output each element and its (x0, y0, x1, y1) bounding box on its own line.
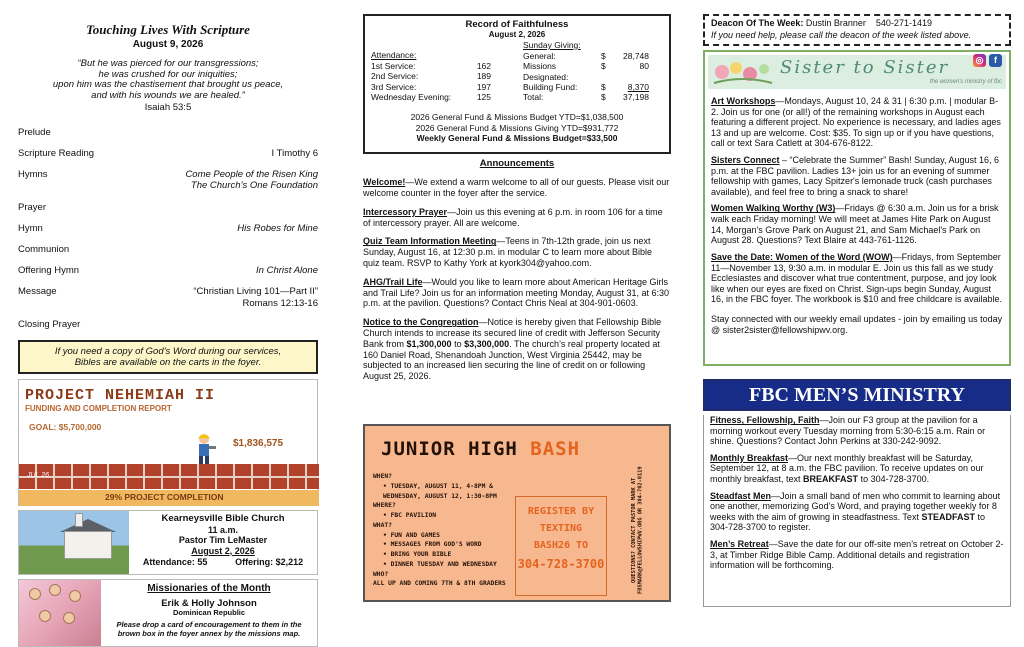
right-column (703, 14, 1011, 607)
missionaries-country: Dominican Republic (172, 608, 246, 618)
order-row (18, 265, 318, 276)
deacon-of-the-week: Deacon Of The Week: Dustin Branner 540-271-1419 If you need help, please call the deacon of the week listed above. (703, 14, 1011, 46)
order-detail: I Timothy 6 (271, 148, 318, 160)
order-of-service (18, 127, 318, 330)
order-label: Hymns (18, 169, 48, 181)
order-row (18, 169, 318, 191)
attendance-list: Attendance: 1st Service: 162 2nd Service: 189 3rd Service: 197 Wednesday Evening: 125 (371, 50, 491, 103)
announcement-notice: Notice to the Congregation—Notice is hereby given that Fellowship Bible Church intends to increase its secured line of credit with Jefferson Security Bank from $1,300,000 to $3,300,000. The church’s real property located at 160 Daniel Road, Shenandoah Junction, West Virginia 25442, may be subjected to an increased lien securing the line of credit on or following August 25, 2026. (363, 317, 662, 382)
men-breakfast: Monthly Breakfast—Our next monthly breakfast will be Saturday, September 12, at 8 a.m. the FBC pavilion. To receive updates on our monthly breakfast, text BREAKFAST to 304-728-3700. (710, 452, 984, 485)
nehemiah-completion: 29% PROJECT COMPLETION (19, 490, 319, 506)
left-column (18, 14, 318, 647)
middle-column (363, 14, 671, 382)
church-name: Kearneysville Bible Church (161, 513, 285, 525)
bash-register-box: REGISTER BY TEXTING BASH26 TO 304-728-3700 (515, 496, 607, 596)
announcement-ahg-trail-life: AHG/Trail Life—Would you like to learn more about American Heritage Girls and Trail Life? Join us for an information meeting Monday, August 31, at 6:30 p.m. at the pavilion. Questions? Contact Chris Neal at 304-901-0603. (363, 276, 670, 309)
announcement-welcome: Welcome!—We extend a warm welcome to all of our guests. Please visit our welcome counter in the foyer after the service. (363, 177, 670, 198)
announcement-intercessory-prayer: Intercessory Prayer—Join us this evening at 6 p.m. in room 106 for a time of intercessory prayer. All are welcome. (363, 206, 663, 228)
nehemiah-title: PROJECT NEHEMIAH II (25, 387, 216, 405)
order-label: Message (18, 286, 57, 298)
church-pastor: Pastor Tim LeMaster (178, 535, 268, 546)
scripture-date: August 9, 2026 (132, 39, 204, 51)
church-date: August 2, 2026 (191, 545, 255, 556)
scripture-title: Touching Lives With Scripture (86, 22, 250, 37)
men-retreat: Men’s Retreat—Save the date for our off-site men’s retreat on October 2-3, at Timber Ridge Bible Camp. Additional details and registration information will be forthcoming. (710, 539, 1004, 571)
order-label: Scripture Reading (18, 148, 95, 160)
order-row (18, 244, 318, 255)
order-row (18, 127, 318, 138)
sister-to-sister-banner (708, 55, 1006, 89)
bash-contact-sidebar: QUESTIONS? CONTACT PASTOR MARK AT FBSMARK@FELLOWSHIPWV.ORG OR 304-702-0119 (631, 466, 644, 594)
nehemiah-amount-raised: $1,836,575 (233, 438, 284, 450)
announcements-heading: Announcements (479, 158, 555, 169)
missionaries-box (18, 579, 318, 647)
s2s-stay-connected: Stay connected with our weekly email updates - join by emailing us today @ sister2sister@fellowshipwv.org. (711, 313, 1003, 335)
scripture-verse: “But he was pierced for our transgressions; he was crushed for our iniquities; upon him was the chastisement that brought us peace, and with his wounds we are healed.” (52, 58, 284, 101)
church-attendance: Attendance: 55 (142, 556, 208, 567)
record-of-faithfulness (363, 14, 671, 154)
church-time: 11 a.m. (207, 524, 239, 535)
nehemiah-subtitle: FUNDING AND COMPLETION REPORT (25, 404, 172, 414)
order-row (18, 319, 318, 330)
record-date: August 2, 2026 (488, 30, 546, 40)
order-label: Closing Prayer (18, 318, 81, 330)
s2s-art-workshops: Art Workshops—Mondays, August 10, 24 & 31 | 6:30 p.m. | modular B-2. Join us for one (or all!) of the remaining workshops in August each featuring a different project. No experience is necessary, and ladies ages 13 and up are welcome. Cost: $35. To sign up or if you have questions, call or text Sara Catlett at 304-676-8122. (711, 96, 1001, 149)
order-label: Prayer (18, 201, 46, 213)
sister-to-sister-logo: Sister to Sister (780, 57, 950, 78)
bible-availability-note: If you need a copy of God’s Word during our services, Bibles are available on the carts in the foyer. (18, 340, 318, 374)
church-offering: Offering: $2,212 (235, 556, 304, 567)
order-label: Prelude (18, 126, 51, 138)
junior-high-bash-flyer (363, 424, 671, 602)
order-row (18, 148, 318, 159)
missionaries-note: Please drop a card of encouragement to them in the brown box in the foyer annex by the missions map. (116, 620, 302, 639)
sister-to-sister-subtitle: the women's ministry of fbc (929, 79, 1002, 85)
s2s-sisters-connect: Sisters Connect – “Celebrate the Summer” Bash! Sunday, August 16, 6 p.m. at the FBC pavilion. Ladies 13+ join us for an evening of summer fellowship with games, Lacy Spitzer's lemonade truck (cash purchases available), and feel free to bring a snack to share! (711, 155, 999, 197)
bash-title: JUNIOR HIGH BASH (381, 438, 581, 460)
order-row (18, 202, 318, 213)
record-title: Record of Faithfulness (465, 19, 569, 30)
order-row (18, 223, 318, 234)
missionaries-names: Erik & Holly Johnson (161, 598, 257, 610)
order-label: Hymn (18, 222, 43, 234)
order-label: Communion (18, 244, 70, 256)
construction-worker-icon (191, 432, 217, 468)
facebook-icon[interactable]: f (989, 54, 1002, 67)
instagram-icon[interactable]: ◎ (973, 54, 986, 67)
flowers-icon (712, 59, 774, 85)
order-label: Offering Hymn (18, 265, 80, 277)
mens-ministry-box (703, 415, 1011, 607)
order-detail: In Christ Alone (256, 265, 318, 277)
missionary-family-photo (19, 580, 101, 646)
verse-reference: Isaiah 53:5 (144, 101, 192, 113)
men-steadfast: Steadfast Men—Join a small band of men who commit to learning about one another, memorizing God’s Word, and praying together weekly for 8 weeks with the aim of growing in steadfastness. Text STEADFAST to 304-728-3700 to register. (710, 490, 1001, 533)
s2s-women-walking-worthy: Women Walking Worthy (W3)—Fridays @ 6:30 a.m. Join us for a brisk walk each Friday morning! We will meet at James Hite Park on August 14, Morgan's Grove Park on August 21, and Sam Michael's Park on August 28. Questions? Text Blaire at 443-761-1126. (711, 203, 999, 246)
s2s-women-of-the-word: Save the Date: Women of the Word (WOW)—Fridays, from September 11—November 13, 9:30 a.m. in modular E. Join us this fall as we study Ecclesiastes and discover what true contentment, purpose, and joy look like when our eyes are fixed on Christ. Sign-ups begin Sunday, August 16, in the FBC foyer. The workbook is $10 and free childcare is available. (711, 251, 1002, 305)
order-detail: “Christian Living 101—Part II” Romans 12:13-16 (193, 286, 318, 309)
church-photo (19, 511, 129, 574)
order-row (18, 286, 318, 308)
kearneysville-church-box (18, 510, 318, 575)
men-fitness: Fitness, Fellowship, Faith—Join our F3 group at the pavilion for a morning workout every Tuesday morning from 5:30-6:15 a.m. Rain or shine. Questions? Contact John Perkins at 330-242-9092. (710, 415, 986, 447)
sister-to-sister-box (703, 50, 1011, 366)
nehemiah-date: JUL 26 (27, 472, 50, 480)
project-nehemiah-report (18, 379, 318, 506)
order-detail: His Robes for Mine (237, 222, 318, 234)
order-detail: Come People of the Risen King The Church’s One Foundation (185, 169, 318, 192)
missionaries-title: Missionaries of the Month (147, 583, 271, 595)
mens-ministry-banner: FBC MEN’S MINISTRY (703, 379, 1011, 411)
bash-details: WHEN? • TUESDAY, AUGUST 11, 4-8PM & WEDNESDAY, AUGUST 12, 1:30-8PM WHERE? • FBC PAVILION WHAT? • FUN AND GAMES • MESSAGES FROM GOD'S WORD • BRING YOUR BIBLE • DINNER TUESDAY AND WEDNESDAY WHO? ALL UP AND COMING 7TH & 8TH GRADERS (373, 473, 506, 588)
budget-summary: 2026 General Fund & Missions Budget YTD=$1,038,500 2026 General Fund & Missions Giving YTD=$931,772 Weekly General Fund & Missions Budget=$33,500 (410, 112, 624, 144)
nehemiah-goal: GOAL: $5,700,000 (29, 422, 102, 433)
giving-list: Sunday Giving: General: $ 28,748 Missions Designated: $ 80 Building Fund: $ 8,370 Total: $ 37,198 (523, 40, 649, 103)
announcement-quiz-team: Quiz Team Information Meeting—Teens in 7th-12th grade, join us next Sunday, August 16, at 12:30 p.m. in modular C to learn more about Bible quiz team. RSVP to Kathy York at kyork304@yahoo.com. (363, 236, 653, 268)
